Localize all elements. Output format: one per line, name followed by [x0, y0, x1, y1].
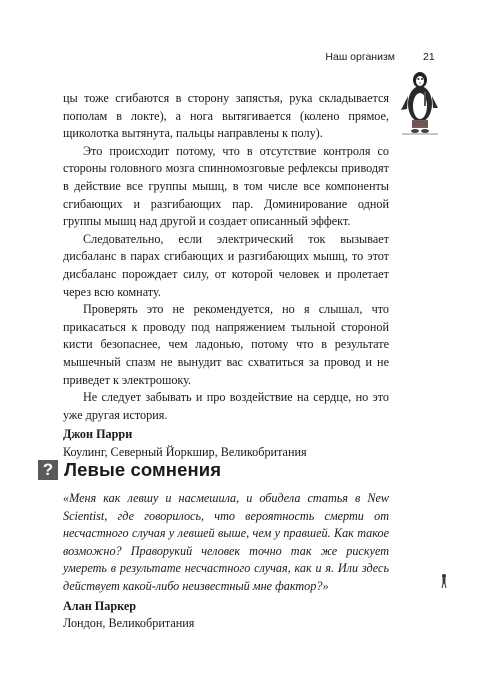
page-number: 21 [423, 51, 435, 63]
author-name: Джон Парри [63, 427, 133, 442]
article-continuation [63, 90, 389, 461]
section-title: Наш организм [325, 51, 395, 63]
paragraph: Это происходит потому, что в отсутствие контроля со стороны головного мозга спинномозговые рефлексы приводят в действие все группы мышц, в том числе все компоненты сгибающих и разгибающих пар. Доминирование одной группы мышц над другой и создает описанный эффект. [63, 143, 389, 229]
question-heading [38, 459, 221, 481]
author-location: Лондон, Великобритания [63, 616, 195, 631]
small-figure-icon [440, 573, 448, 589]
question-title: Левые сомнения [64, 459, 222, 480]
running-header [325, 51, 411, 63]
question-body [63, 490, 389, 633]
author-location: Коулинг, Северный Йоркшир, Великобритания [63, 444, 307, 459]
penguin-mascot-icon [398, 66, 442, 136]
paragraph: Проверять это не рекомендуется, но я слышал, что прикасаться к проводу под напряжением тыльной стороной кисти безопаснее, чем ладонью, потому что в результате мышечный спазм не вынудит вас схватиться за провод и не приведет к электрошоку. [63, 302, 389, 387]
paragraph: цы тоже сгибаются в сторону запястья, рука складывается пополам в локте), а нога вытягивается (колено прямое, щиколотка вытянута, пальцы направлены к полу). [63, 91, 389, 141]
paragraph: Следовательно, если электрический ток вызывает дисбаланс в парах сгибающих и разгибающих мышц, то этот дисбаланс порождает силу, от которой человек и пролетает через всю комнату. [63, 231, 389, 299]
paragraph: Не следует забывать и про воздействие на сердце, но это уже другая история. [63, 390, 389, 422]
author-name: Алан Паркер [63, 598, 137, 613]
question-mark-icon: ? [38, 460, 58, 480]
question-quote: «Меня как левшу и насмешила, и обидела статья в New Scientist, где говорилось, что вероятность смерти от несчастного случая у левшей выше, чем у правшей. Как такое возможно? Праворукий человек точно так же рискует умереть в результате несчастного случая, как и я. Или здесь действует какой-либо неизвестный мне фактор?» [63, 491, 389, 593]
